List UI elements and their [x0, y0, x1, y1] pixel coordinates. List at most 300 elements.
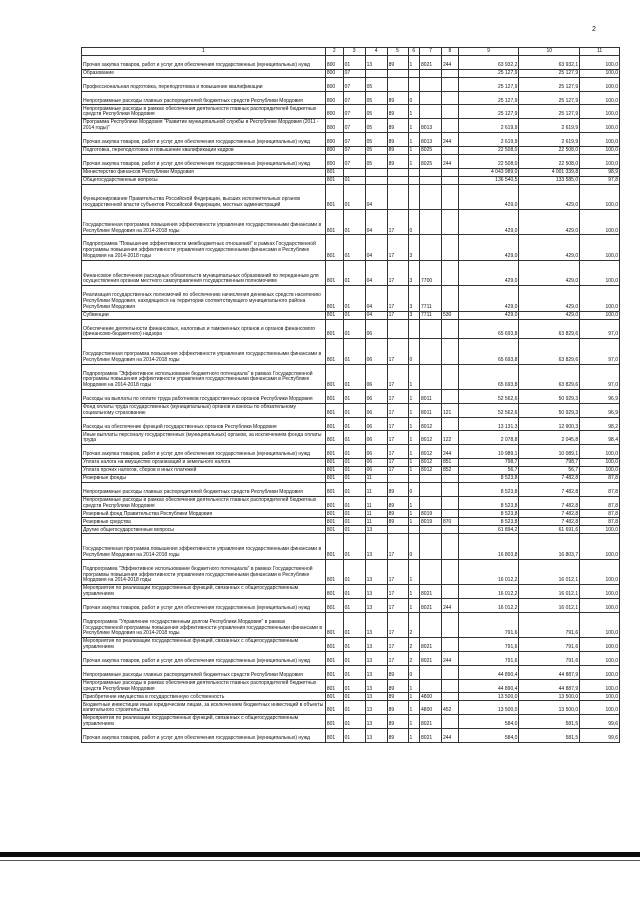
row-value-cell-9: 8 523,8: [458, 496, 519, 510]
row-value-cell-10: 429,0: [519, 286, 580, 311]
table-row: [82, 286, 620, 311]
table-row: [82, 91, 620, 105]
row-value-cell-11: 100,0: [580, 599, 620, 613]
row-value-cell-9: 22 508,0: [458, 154, 519, 168]
row-value-cell-6: 0: [408, 339, 420, 364]
row-value-cell-11: 97,0: [580, 319, 620, 339]
row-value-cell-8: 244: [441, 56, 458, 70]
row-value-cell-11: 100,0: [580, 56, 620, 70]
row-value-cell-9: 22 508,0: [458, 146, 519, 154]
row-value-cell-11: 100,0: [580, 132, 620, 146]
row-value-cell-10: 791,6: [519, 652, 580, 666]
row-value-cell-11: 99,6: [580, 729, 620, 743]
row-value-cell-2: 801: [325, 176, 343, 184]
row-value-cell-6: [408, 69, 420, 77]
row-value-cell-8: [441, 339, 458, 364]
row-value-cell-3: 01: [343, 729, 365, 743]
row-value-cell-9: 429,0: [458, 209, 519, 234]
row-value-cell-10: 798,7: [519, 458, 580, 466]
column-number-3: 3: [343, 48, 365, 56]
row-value-cell-10: 429,0: [519, 184, 580, 209]
row-value-cell-11: 87,8: [580, 474, 620, 482]
row-value-cell-10: 2 045,8: [519, 431, 580, 445]
row-value-cell-8: 244: [441, 652, 458, 666]
row-value-cell-9: 2 619,9: [458, 119, 519, 133]
row-value-cell-2: 801: [325, 403, 343, 417]
row-value-cell-5: [387, 526, 408, 534]
row-value-cell-2: 801: [325, 311, 343, 319]
row-value-cell-11: 100,0: [580, 701, 620, 715]
row-value-cell-9: 13 500,0: [458, 701, 519, 715]
row-value-cell-10: 7 482,8: [519, 496, 580, 510]
row-value-cell-3: 07: [343, 91, 365, 105]
row-value-cell-11: 87,8: [580, 482, 620, 496]
row-value-cell-3: 01: [343, 417, 365, 431]
row-value-cell-11: 100,0: [580, 679, 620, 693]
row-value-cell-7: 7700: [420, 260, 442, 285]
row-value-cell-7: [420, 91, 442, 105]
row-value-cell-8: 852: [441, 466, 458, 474]
row-value-cell-7: [420, 559, 442, 584]
row-value-cell-10: 25 127,9: [519, 77, 580, 91]
row-value-cell-5: 89: [387, 693, 408, 701]
row-value-cell-4: 13: [365, 599, 387, 613]
row-value-cell-5: [387, 184, 408, 209]
row-value-cell-7: 8021: [420, 585, 442, 599]
row-value-cell-4: [365, 168, 387, 176]
row-name-cell: Мероприятия по реализации государственных функций, связанных с общегосударственным управлением: [82, 638, 326, 652]
row-value-cell-6: 1: [408, 389, 420, 403]
row-value-cell-10: 7 482,8: [519, 474, 580, 482]
row-value-cell-5: 17: [387, 389, 408, 403]
row-name-cell: Уплата налога на имущество организаций и земельного налога: [82, 458, 326, 466]
row-value-cell-9: 584,0: [458, 729, 519, 743]
column-number-7: 7: [420, 48, 442, 56]
row-value-cell-8: [441, 510, 458, 518]
row-name-cell: Прочая закупка товаров, работ и услуг для обеспечения государственных (муниципальных) нужд: [82, 599, 326, 613]
row-value-cell-3: 07: [343, 132, 365, 146]
table-row: [82, 701, 620, 715]
row-value-cell-6: 1: [408, 119, 420, 133]
row-value-cell-11: 100,0: [580, 91, 620, 105]
row-value-cell-5: 17: [387, 652, 408, 666]
row-value-cell-5: 17: [387, 339, 408, 364]
row-name-cell: Подпрограмма "Повышение эффективности межбюджетных отношений" в рамках Государственной программы повышения эффективности управления государственными финансами в Республике Мордовия на 2014-2018 годы: [82, 235, 326, 260]
row-value-cell-6: 1: [408, 518, 420, 526]
row-value-cell-9: 429,0: [458, 311, 519, 319]
row-value-cell-8: 244: [441, 154, 458, 168]
row-value-cell-7: 8021: [420, 652, 442, 666]
row-value-cell-2: 800: [325, 154, 343, 168]
row-value-cell-5: 17: [387, 466, 408, 474]
row-value-cell-9: 25 127,9: [458, 105, 519, 119]
row-name-cell: Непрограммные расходы в рамках обеспечения деятельности главных распорядителей бюджетных средств Республики Мордовия: [82, 496, 326, 510]
row-value-cell-11: 97,0: [580, 364, 620, 389]
row-value-cell-9: 429,0: [458, 260, 519, 285]
row-value-cell-8: [441, 91, 458, 105]
row-value-cell-2: 801: [325, 729, 343, 743]
row-name-cell: Подпрограмма "Управление государственным долгом Республики Мордовия" в рамках Государственной программы повышения эффективности управления государственными финансами в Республике Мордовия на 2014-2018 годы: [82, 612, 326, 637]
row-value-cell-7: [420, 612, 442, 637]
row-value-cell-7: 8011: [420, 403, 442, 417]
row-value-cell-9: 584,0: [458, 715, 519, 729]
row-name-cell: Министерство финансов Республики Мордовия: [82, 168, 326, 176]
row-value-cell-10: 44 887,9: [519, 679, 580, 693]
table-row: [82, 168, 620, 176]
row-value-cell-2: 800: [325, 69, 343, 77]
row-value-cell-8: [441, 679, 458, 693]
row-value-cell-5: 17: [387, 559, 408, 584]
table-row: [82, 176, 620, 184]
row-value-cell-11: 100,0: [580, 466, 620, 474]
row-value-cell-8: [441, 417, 458, 431]
row-value-cell-10: 429,0: [519, 311, 580, 319]
row-value-cell-6: [408, 526, 420, 534]
row-value-cell-11: 99,6: [580, 715, 620, 729]
table-row: [82, 69, 620, 77]
row-name-cell: Иные выплаты персоналу государственных (муниципальных) органов, за исключением фонда оплаты труда: [82, 431, 326, 445]
row-value-cell-4: 05: [365, 91, 387, 105]
row-value-cell-4: 06: [365, 466, 387, 474]
row-value-cell-7: [420, 679, 442, 693]
row-value-cell-7: 8012: [420, 466, 442, 474]
row-value-cell-6: 1: [408, 403, 420, 417]
row-value-cell-4: 05: [365, 154, 387, 168]
row-value-cell-9: 10 989,1: [458, 445, 519, 459]
row-value-cell-7: [420, 176, 442, 184]
table-row: [82, 119, 620, 133]
row-value-cell-11: 100,0: [580, 526, 620, 534]
row-value-cell-7: [420, 77, 442, 91]
row-value-cell-6: 3: [408, 286, 420, 311]
row-value-cell-2: 800: [325, 56, 343, 70]
row-value-cell-11: 96,9: [580, 403, 620, 417]
row-value-cell-3: 01: [343, 184, 365, 209]
row-value-cell-10: 13 500,0: [519, 701, 580, 715]
row-value-cell-10: 429,0: [519, 235, 580, 260]
scan-bottom-line: [0, 860, 640, 861]
row-value-cell-7: 7711: [420, 311, 442, 319]
row-value-cell-11: 100,0: [580, 585, 620, 599]
row-value-cell-11: 100,0: [580, 638, 620, 652]
row-value-cell-10: 7 482,8: [519, 518, 580, 526]
row-value-cell-2: 800: [325, 132, 343, 146]
row-name-cell: Программа Республики Мордовия "Развитие муниципальной службы в Республике Мордовия (2011 - 2014 годы)": [82, 119, 326, 133]
row-value-cell-3: 01: [343, 612, 365, 637]
row-value-cell-3: 01: [343, 534, 365, 559]
row-value-cell-10: 791,6: [519, 612, 580, 637]
row-value-cell-7: 4800: [420, 693, 442, 701]
table-row: [82, 534, 620, 559]
row-value-cell-4: 13: [365, 526, 387, 534]
row-value-cell-8: 530: [441, 311, 458, 319]
row-value-cell-5: 89: [387, 729, 408, 743]
row-value-cell-2: 801: [325, 260, 343, 285]
table-row: [82, 715, 620, 729]
row-value-cell-11: 98,4: [580, 431, 620, 445]
row-value-cell-7: 7711: [420, 286, 442, 311]
row-value-cell-2: 801: [325, 534, 343, 559]
row-value-cell-10: 22 508,0: [519, 146, 580, 154]
row-value-cell-3: 01: [343, 235, 365, 260]
table-row: [82, 445, 620, 459]
row-value-cell-5: 17: [387, 458, 408, 466]
row-value-cell-8: 244: [441, 132, 458, 146]
row-value-cell-5: 89: [387, 91, 408, 105]
row-value-cell-11: 100,0: [580, 184, 620, 209]
row-value-cell-3: 01: [343, 403, 365, 417]
row-value-cell-4: 05: [365, 105, 387, 119]
row-value-cell-6: 1: [408, 729, 420, 743]
row-value-cell-5: 17: [387, 431, 408, 445]
row-value-cell-4: 05: [365, 77, 387, 91]
row-value-cell-10: 16 012,1: [519, 585, 580, 599]
row-value-cell-11: 97,8: [580, 176, 620, 184]
table-row: [82, 526, 620, 534]
row-name-cell: Уплата прочих налогов, сборов и иных платежей: [82, 466, 326, 474]
row-value-cell-5: [387, 474, 408, 482]
row-value-cell-6: 0: [408, 482, 420, 496]
row-value-cell-4: 06: [365, 458, 387, 466]
row-value-cell-8: [441, 184, 458, 209]
row-name-cell: Другие общегосударственные вопросы: [82, 526, 326, 534]
row-value-cell-11: 100,0: [580, 260, 620, 285]
row-value-cell-9: 63 932,2: [458, 56, 519, 70]
row-value-cell-8: [441, 105, 458, 119]
row-value-cell-5: 89: [387, 715, 408, 729]
row-value-cell-3: 01: [343, 701, 365, 715]
row-value-cell-3: 01: [343, 466, 365, 474]
row-value-cell-7: [420, 482, 442, 496]
row-value-cell-8: [441, 559, 458, 584]
row-value-cell-5: 89: [387, 146, 408, 154]
row-value-cell-7: 8021: [420, 56, 442, 70]
row-value-cell-9: 8 523,8: [458, 518, 519, 526]
row-value-cell-3: [343, 168, 365, 176]
table-row: [82, 105, 620, 119]
row-value-cell-7: 4800: [420, 701, 442, 715]
table-row: [82, 510, 620, 518]
row-value-cell-10: 56,7: [519, 466, 580, 474]
row-value-cell-6: 1: [408, 679, 420, 693]
row-name-cell: Расходы на обеспечение функций государственных органов Республики Мордовия: [82, 417, 326, 431]
table-row: [82, 474, 620, 482]
table-row: [82, 403, 620, 417]
table-row: [82, 665, 620, 679]
row-value-cell-9: 52 562,6: [458, 403, 519, 417]
row-value-cell-5: 89: [387, 154, 408, 168]
row-value-cell-6: 1: [408, 56, 420, 70]
table-row: [82, 482, 620, 496]
row-value-cell-4: 05: [365, 146, 387, 154]
row-name-cell: Бюджетные инвестиции иным юридическим лицам, за исключением бюджетных инвестиций в объекты капитального строительства: [82, 701, 326, 715]
row-value-cell-4: 13: [365, 534, 387, 559]
row-value-cell-5: 17: [387, 599, 408, 613]
row-value-cell-2: 800: [325, 91, 343, 105]
row-value-cell-8: [441, 665, 458, 679]
row-value-cell-4: 06: [365, 417, 387, 431]
row-name-cell: Приобретение имущества в государственную собственность: [82, 693, 326, 701]
row-name-cell: Мероприятия по реализации государственных функций, связанных с общегосударственным управлением: [82, 585, 326, 599]
row-value-cell-6: 2: [408, 652, 420, 666]
column-number-6: 6: [408, 48, 420, 56]
row-value-cell-3: 01: [343, 339, 365, 364]
row-value-cell-8: [441, 77, 458, 91]
row-name-cell: Прочая закупка товаров, работ и услуг для обеспечения государственных (муниципальных) нужд: [82, 445, 326, 459]
row-value-cell-8: [441, 693, 458, 701]
table-row: [82, 431, 620, 445]
row-value-cell-11: 87,8: [580, 510, 620, 518]
row-value-cell-2: 801: [325, 235, 343, 260]
table-row: [82, 319, 620, 339]
row-value-cell-8: 244: [441, 445, 458, 459]
row-value-cell-3: 01: [343, 445, 365, 459]
row-value-cell-7: [420, 105, 442, 119]
row-value-cell-4: 13: [365, 665, 387, 679]
row-value-cell-11: 100,0: [580, 612, 620, 637]
row-value-cell-2: 801: [325, 701, 343, 715]
row-value-cell-9: 791,6: [458, 652, 519, 666]
row-value-cell-6: 1: [408, 693, 420, 701]
row-value-cell-3: 01: [343, 431, 365, 445]
row-value-cell-10: 22 508,0: [519, 154, 580, 168]
row-value-cell-7: [420, 534, 442, 559]
row-value-cell-8: [441, 638, 458, 652]
row-value-cell-2: 801: [325, 417, 343, 431]
row-value-cell-2: 801: [325, 518, 343, 526]
row-value-cell-10: 2 619,9: [519, 119, 580, 133]
row-value-cell-9: 25 127,9: [458, 69, 519, 77]
row-value-cell-10: 16 012,1: [519, 559, 580, 584]
row-value-cell-9: 52 562,6: [458, 389, 519, 403]
row-value-cell-7: [420, 339, 442, 364]
row-value-cell-4: 06: [365, 389, 387, 403]
row-value-cell-2: 801: [325, 510, 343, 518]
column-number-11: 11: [580, 48, 620, 56]
row-value-cell-6: 0: [408, 665, 420, 679]
table-row: [82, 209, 620, 234]
row-value-cell-8: [441, 209, 458, 234]
row-value-cell-4: 13: [365, 729, 387, 743]
row-value-cell-5: [387, 77, 408, 91]
row-value-cell-3: 01: [343, 364, 365, 389]
table-row: [82, 389, 620, 403]
row-value-cell-10: 63 829,6: [519, 339, 580, 364]
row-value-cell-2: 801: [325, 184, 343, 209]
row-value-cell-6: 3: [408, 260, 420, 285]
row-value-cell-6: 1: [408, 559, 420, 584]
row-value-cell-9: 44 890,4: [458, 679, 519, 693]
row-value-cell-3: 01: [343, 518, 365, 526]
row-value-cell-7: 8013: [420, 119, 442, 133]
row-value-cell-4: 13: [365, 693, 387, 701]
row-name-cell: Резервные фонды: [82, 474, 326, 482]
row-name-cell: Прочая закупка товаров, работ и услуг для обеспечения государственных (муниципальных) нужд: [82, 729, 326, 743]
row-value-cell-2: 801: [325, 209, 343, 234]
row-value-cell-2: 801: [325, 496, 343, 510]
row-value-cell-11: 100,0: [580, 311, 620, 319]
row-value-cell-4: [365, 69, 387, 77]
row-value-cell-7: [420, 474, 442, 482]
row-name-cell: Государственная программа повышения эффективности управления государственными финансами в Республике Мордовия на 2014-2018 годы: [82, 534, 326, 559]
column-number-8: 8: [441, 48, 458, 56]
row-value-cell-9: 4 043 989,0: [458, 168, 519, 176]
row-value-cell-2: 801: [325, 286, 343, 311]
table-row: [82, 184, 620, 209]
row-value-cell-9: 16 012,2: [458, 585, 519, 599]
row-value-cell-7: 8012: [420, 445, 442, 459]
row-value-cell-5: 89: [387, 482, 408, 496]
row-value-cell-3: 01: [343, 585, 365, 599]
row-value-cell-4: 06: [365, 319, 387, 339]
row-value-cell-8: 122: [441, 431, 458, 445]
row-value-cell-8: [441, 176, 458, 184]
row-name-cell: Прочая закупка товаров, работ и услуг для обеспечения государственных (муниципальных) нужд: [82, 652, 326, 666]
table-row: [82, 77, 620, 91]
row-name-cell: Государственная программа повышения эффективности управления государственными финансами в Республике Мордовия на 2014-2018 годы: [82, 209, 326, 234]
row-value-cell-3: 01: [343, 482, 365, 496]
row-value-cell-9: 16 012,2: [458, 559, 519, 584]
row-value-cell-6: [408, 77, 420, 91]
row-value-cell-8: [441, 364, 458, 389]
row-name-cell: Прочая закупка товаров, работ и услуг для обеспечения государственных (муниципальных) нужд: [82, 132, 326, 146]
table-row: [82, 132, 620, 146]
row-value-cell-9: 25 127,9: [458, 91, 519, 105]
row-value-cell-10: 7 482,8: [519, 482, 580, 496]
row-name-cell: Непрограммные расходы главных распорядителей бюджетных средств Республики Мордовия: [82, 482, 326, 496]
row-value-cell-4: 05: [365, 119, 387, 133]
row-value-cell-4: 06: [365, 364, 387, 389]
row-value-cell-8: [441, 235, 458, 260]
row-name-cell: Непрограммные расходы в рамках обеспечения деятельности главных распорядителей бюджетных средств Республики Мордовия: [82, 679, 326, 693]
row-value-cell-6: 1: [408, 715, 420, 729]
row-value-cell-5: [387, 319, 408, 339]
row-value-cell-8: [441, 69, 458, 77]
row-value-cell-3: 01: [343, 319, 365, 339]
row-value-cell-6: 1: [408, 417, 420, 431]
row-value-cell-4: 11: [365, 510, 387, 518]
row-value-cell-11: 100,0: [580, 534, 620, 559]
row-value-cell-8: [441, 260, 458, 285]
row-value-cell-5: 17: [387, 286, 408, 311]
row-value-cell-2: 801: [325, 559, 343, 584]
row-value-cell-2: 801: [325, 364, 343, 389]
table-row: [82, 652, 620, 666]
row-value-cell-9: 429,0: [458, 184, 519, 209]
row-value-cell-11: 100,0: [580, 69, 620, 77]
row-value-cell-2: 801: [325, 638, 343, 652]
row-value-cell-9: 2 078,8: [458, 431, 519, 445]
row-value-cell-2: 801: [325, 693, 343, 701]
row-value-cell-5: [387, 176, 408, 184]
table-row: [82, 260, 620, 285]
row-value-cell-7: 8012: [420, 458, 442, 466]
row-value-cell-6: 1: [408, 105, 420, 119]
row-value-cell-5: 17: [387, 311, 408, 319]
row-value-cell-10: 13 500,0: [519, 693, 580, 701]
budget-table-container: [81, 47, 620, 743]
row-value-cell-9: 13 500,0: [458, 693, 519, 701]
row-value-cell-3: 07: [343, 77, 365, 91]
row-value-cell-2: 801: [325, 474, 343, 482]
row-value-cell-4: 11: [365, 474, 387, 482]
row-value-cell-11: 100,0: [580, 154, 620, 168]
row-value-cell-9: 25 127,9: [458, 77, 519, 91]
row-value-cell-4: [365, 176, 387, 184]
row-value-cell-6: 2: [408, 612, 420, 637]
row-value-cell-9: 16 012,2: [458, 599, 519, 613]
row-value-cell-10: 16 012,1: [519, 599, 580, 613]
